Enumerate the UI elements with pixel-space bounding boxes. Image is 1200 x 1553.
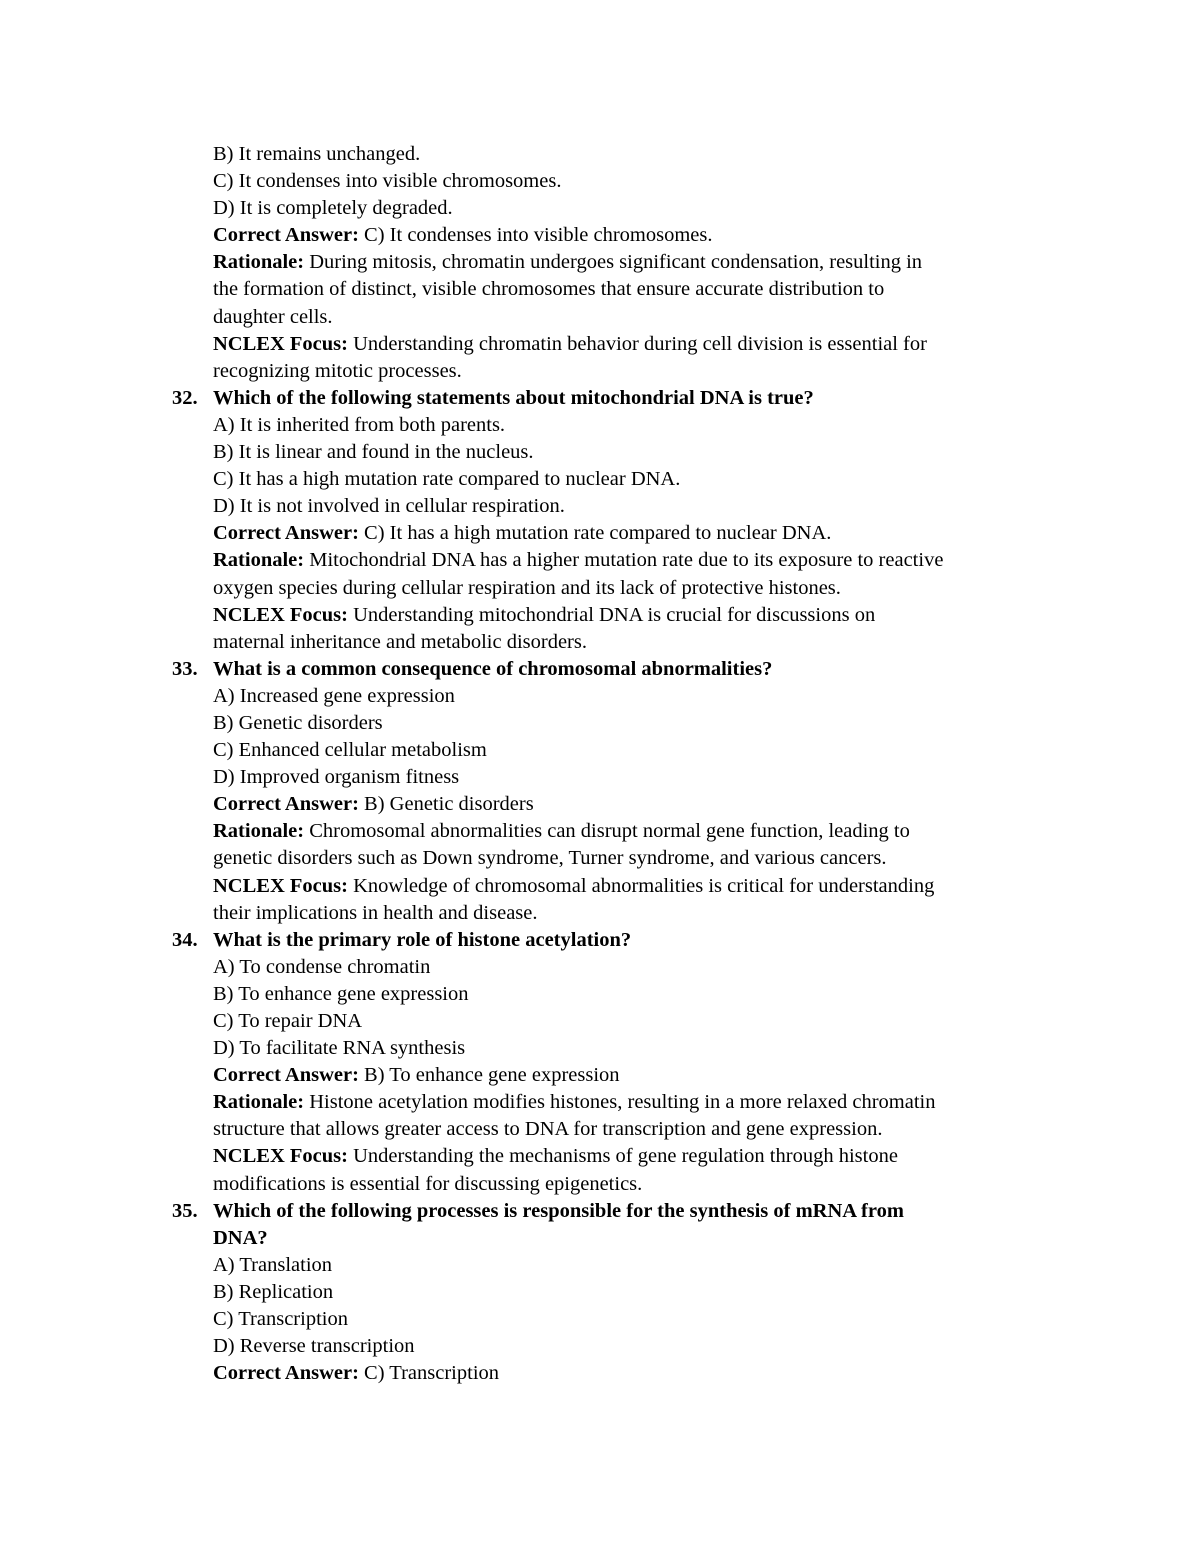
correct-answer-label: Correct Answer: (213, 1064, 359, 1087)
q32-number: 32. (172, 386, 198, 409)
nclex-focus-label: NCLEX Focus: (213, 1145, 348, 1168)
q31-nclex-line-2: recognizing mitotic processes. (213, 359, 462, 382)
q34-rationale-line-2: structure that allows greater access to DNA for transcription and gene expression. (213, 1118, 883, 1141)
q35-correct-answer (0, 1360, 1200, 1387)
rationale-label: Rationale: (213, 549, 305, 572)
q31-option-c: C) It condenses into visible chromosomes. (213, 170, 562, 193)
q33-nclex-line-2: their implications in health and disease. (213, 901, 538, 924)
q32-rationale (0, 547, 1200, 574)
q32-option-a: A) It is inherited from both parents. (213, 413, 506, 436)
q32-option-b: B) It is linear and found in the nucleus. (213, 441, 534, 464)
q33-rationale-line-1: Chromosomal abnormalities can disrupt normal gene function, leading to (309, 820, 910, 843)
q33-option-c: C) Enhanced cellular metabolism (213, 739, 487, 762)
q32-nclex-line-2: maternal inheritance and metabolic disorders. (213, 630, 587, 653)
q33-rationale-line-2: genetic disorders such as Down syndrome, Turner syndrome, and various cancers. (213, 847, 887, 870)
rationale-label: Rationale: (213, 820, 305, 843)
q32-nclex-focus (0, 602, 1200, 629)
q35-option-c: C) Transcription (213, 1308, 348, 1331)
q34-correct-answer (0, 1062, 1200, 1089)
nclex-focus-label: NCLEX Focus: (213, 874, 348, 897)
q35-answer-text: C) Transcription (364, 1362, 500, 1385)
q35-question-line-1: Which of the following processes is responsible for the synthesis of mRNA from (213, 1199, 904, 1222)
q32-answer-text: C) It has a high mutation rate compared to nuclear DNA. (364, 522, 832, 545)
q31-nclex-focus (0, 331, 1200, 358)
q31-rationale-line-1: During mitosis, chromatin undergoes significant condensation, resulting in (309, 251, 923, 274)
q34-nclex-line-1: Understanding the mechanisms of gene regulation through histone (353, 1145, 898, 1168)
q35-option-a: A) Translation (213, 1253, 333, 1276)
q31-rationale-line-2: the formation of distinct, visible chromosomes that ensure accurate distribution to (213, 278, 885, 301)
nclex-focus-label: NCLEX Focus: (213, 332, 348, 355)
q32-question-text: Which of the following statements about mitochondrial DNA is true? (213, 386, 814, 409)
q34-rationale-line-1: Histone acetylation modifies histones, resulting in a more relaxed chromatin (309, 1091, 936, 1114)
q32-option-c: C) It has a high mutation rate compared to nuclear DNA. (213, 468, 681, 491)
q35-option-b: B) Replication (213, 1280, 334, 1303)
q35-option-d: D) Reverse transcription (213, 1335, 415, 1358)
correct-answer-label: Correct Answer: (213, 522, 359, 545)
q33-option-d: D) Improved organism fitness (213, 766, 460, 789)
q32-question (0, 385, 1200, 412)
q34-option-a: A) To condense chromatin (213, 955, 431, 978)
rationale-label: Rationale: (213, 1091, 305, 1114)
q33-number: 33. (172, 657, 198, 680)
q34-nclex-focus (0, 1143, 1200, 1170)
q34-option-c: C) To repair DNA (213, 1010, 363, 1032)
q33-question-text: What is a common consequence of chromosomal abnormalities? (213, 657, 773, 680)
q31-rationale (0, 249, 1200, 276)
q34-option-d: D) To facilitate RNA synthesis (213, 1037, 466, 1060)
q31-answer-text: C) It condenses into visible chromosomes. (364, 224, 713, 247)
q33-answer-text: B) Genetic disorders (364, 793, 534, 816)
q33-question (0, 656, 1200, 683)
q34-question-text: What is the primary role of histone acetylation? (213, 928, 632, 951)
document-page (0, 141, 1200, 1387)
q33-nclex-line-1: Knowledge of chromosomal abnormalities is critical for understanding (353, 874, 935, 897)
q33-option-b: B) Genetic disorders (213, 711, 383, 734)
q33-correct-answer (0, 791, 1200, 818)
q31-option-d: D) It is completely degraded. (213, 197, 453, 220)
q34-number: 34. (172, 928, 198, 951)
q35-number: 35. (172, 1199, 198, 1222)
q33-nclex-focus (0, 873, 1200, 900)
q32-correct-answer (0, 520, 1200, 547)
q32-rationale-line-2: oxygen species during cellular respiration and its lack of protective histones. (213, 576, 841, 599)
correct-answer-label: Correct Answer: (213, 1362, 359, 1385)
q34-rationale (0, 1089, 1200, 1116)
q34-question (0, 927, 1200, 954)
nclex-focus-label: NCLEX Focus: (213, 603, 348, 626)
q32-option-d: D) It is not involved in cellular respiration. (213, 495, 565, 518)
q35-question-line-2: DNA? (213, 1226, 268, 1249)
q33-option-a: A) Increased gene expression (213, 684, 455, 707)
q33-rationale (0, 818, 1200, 845)
q31-option-b: B) It remains unchanged. (213, 143, 421, 165)
rationale-label: Rationale: (213, 251, 305, 274)
q31-nclex-line-1: Understanding chromatin behavior during cell division is essential for (353, 332, 927, 355)
q32-rationale-line-1: Mitochondrial DNA has a higher mutation rate due to its exposure to reactive (309, 549, 944, 572)
q32-nclex-line-1: Understanding mitochondrial DNA is crucial for discussions on (353, 603, 876, 626)
q31-rationale-line-3: daughter cells. (213, 305, 333, 328)
correct-answer-label: Correct Answer: (213, 793, 359, 816)
q34-option-b: B) To enhance gene expression (213, 982, 469, 1005)
q34-answer-text: B) To enhance gene expression (364, 1064, 620, 1087)
q31-correct-answer (0, 222, 1200, 249)
q35-question (0, 1198, 1200, 1225)
q34-nclex-line-2: modifications is essential for discussing epigenetics. (213, 1172, 643, 1195)
correct-answer-label: Correct Answer: (213, 224, 359, 247)
